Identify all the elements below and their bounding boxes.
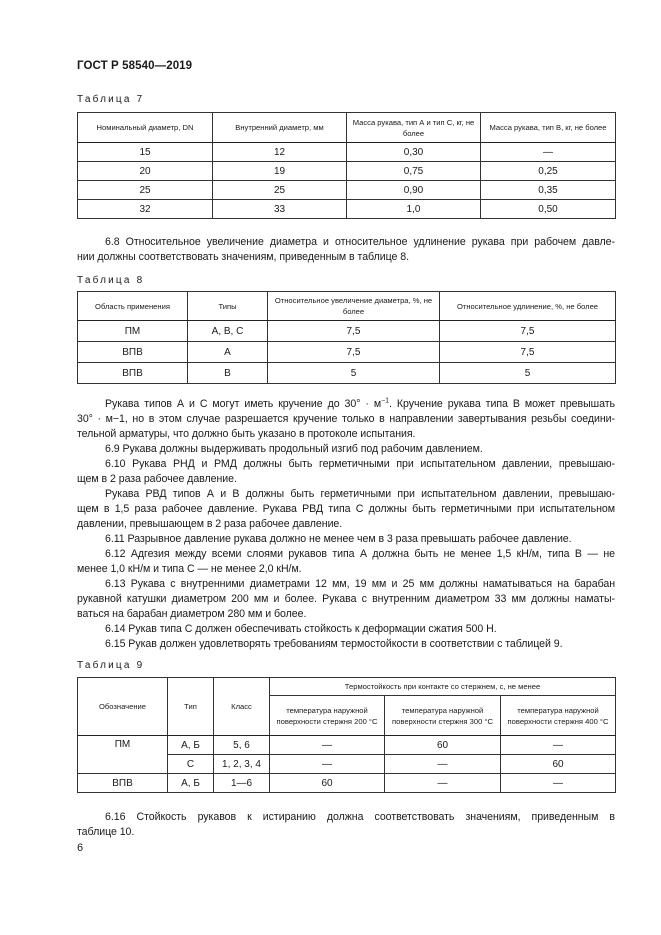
- table9-header-400c: температура наружной поверхности стержня 400 °С: [501, 696, 616, 736]
- table-cell: —: [501, 774, 616, 793]
- table-cell: В: [188, 363, 268, 384]
- table9-header-heat-resistance: Термостойкость при контакте со стержнем, с, не менее: [270, 678, 616, 696]
- paragraph-line: ваться на барабан диаметром 280 мм и более.: [77, 608, 307, 620]
- table-cell: А, В, С: [188, 321, 268, 342]
- table-row: [78, 342, 616, 363]
- table9-header-200c: температура наружной поверхности стержня 200 °С: [270, 696, 385, 736]
- table-cell: —: [481, 143, 616, 162]
- table-cell: ВПВ: [78, 342, 188, 363]
- table7-header-mass-type-a-c: Масса рукава, тип А и тип С, кг, не более: [347, 113, 481, 143]
- table7-header-nominal-diameter: Номинальный диаметр, DN: [78, 113, 213, 143]
- table9: [77, 677, 616, 793]
- table-cell: 0,25: [481, 162, 616, 181]
- body-text: [77, 397, 615, 652]
- table-cell: 60: [270, 774, 385, 793]
- table-cell: 0,35: [481, 181, 616, 200]
- table-cell: —: [501, 736, 616, 755]
- table-cell: 25: [213, 181, 347, 200]
- table-cell: 5: [440, 363, 616, 384]
- table8-header-types: Типы: [188, 292, 268, 321]
- table-cell: 5, 6: [214, 736, 270, 755]
- paragraph-line: рукавной катушки диаметром 200 мм и более. Рукава с внутренним диаметром 33 мм должны наматы-: [77, 593, 615, 605]
- paragraph-line: давлении, превышающем в 2 раза рабочее давление.: [77, 518, 343, 530]
- table-cell: ПМ: [78, 321, 188, 342]
- table-cell: 12: [213, 143, 347, 162]
- table-row: [78, 200, 616, 219]
- paragraph-line: 30° · м−1, но в этом случае разрешается кручение только в направлении завертывания резьбы соедини-: [77, 413, 615, 425]
- table8: [77, 291, 616, 384]
- table-cell: 7,5: [268, 342, 440, 363]
- paragraph-line: менее 1,0 кН/м и типа С — не менее 2,0 кН/м.: [77, 563, 302, 575]
- table-row: [78, 162, 616, 181]
- table-cell: 7,5: [268, 321, 440, 342]
- table-cell: 33: [213, 200, 347, 219]
- paragraph-line: 6.8 Относительное увеличение диаметра и относительное удлинение рукава при рабочем давле-: [105, 236, 615, 248]
- table-cell: 20: [78, 162, 213, 181]
- paragraph-line: 6.9 Рукава должны выдерживать продольный изгиб под рабочим давлением.: [105, 443, 483, 455]
- paragraph-line: нии должны соответствовать значениям, приведенным в таблице 8.: [77, 251, 409, 263]
- table9-caption: Таблица 9: [77, 660, 145, 671]
- table-cell: А: [188, 342, 268, 363]
- table7-caption: Таблица 7: [77, 94, 145, 105]
- table8-header-elongation: Относительное удлинение, %, не более: [440, 292, 616, 321]
- paragraph-line: 6.11 Разрывное давление рукава должно не менее чем в 3 раза превышать рабочее давление.: [105, 533, 572, 545]
- table-cell: ВПВ: [78, 363, 188, 384]
- table-cell: 0,50: [481, 200, 616, 219]
- table7-header-mass-type-b: Масса рукава, тип В, кг, не более: [481, 113, 616, 143]
- table-cell: 25: [78, 181, 213, 200]
- text-run: . Кручение рукава типа В может превышать: [388, 398, 615, 410]
- paragraph-line: щем в 2 раза рабочее давление.: [77, 473, 237, 485]
- table-cell: —: [270, 755, 385, 774]
- table7: [77, 112, 616, 219]
- paragraph-line: 6.10 Рукава РНД и РМД должны быть герметичными при испытательном давлении, превышаю-: [105, 458, 615, 470]
- table-row: [78, 736, 616, 755]
- text-run: Рукава типов А и С могут иметь кручение до 30° · м: [105, 398, 382, 410]
- paragraph-line: таблице 10.: [77, 826, 135, 838]
- paragraph-line: Рукава РВД типов А и В должны быть герметичными при испытательном давлении, превышаю-: [105, 488, 615, 500]
- table-cell: 1, 2, 3, 4: [214, 755, 270, 774]
- page-number: 6: [77, 842, 84, 854]
- document-header: ГОСТ Р 58540—2019: [77, 60, 193, 72]
- paragraph-line: 6.16 Стойкость рукавов к истиранию должна соответствовать значениям, приведенным в: [105, 811, 615, 823]
- table-cell: С: [168, 755, 214, 774]
- table-cell: 19: [213, 162, 347, 181]
- table-cell: 0,75: [347, 162, 481, 181]
- paragraph-line: тельной арматуры, что должно быть указано в протоколе испытания.: [77, 428, 416, 440]
- table-row: [78, 181, 616, 200]
- table8-header-application: Область применения: [78, 292, 188, 321]
- paragraph-line: 6.12 Адгезия между всеми слоями рукавов типа А должна быть не менее 1,5 кН/м, типа В — не: [105, 548, 615, 560]
- table-cell: А, Б: [168, 774, 214, 793]
- paragraph-line: 6.15 Рукав должен удовлетворять требованиям термостойкости в соответствии с таблицей 9.: [105, 638, 563, 650]
- paragraph-line: [77, 397, 615, 412]
- table-cell: 60: [501, 755, 616, 774]
- table-cell: 32: [78, 200, 213, 219]
- paragraph-line: 6.13 Рукава с внутренними диаметрами 12 мм, 19 мм и 25 мм должны наматываться на барабан: [105, 578, 615, 590]
- table-cell: ВПВ: [78, 774, 168, 793]
- table-row: [78, 774, 616, 793]
- table8-caption: Таблица 8: [77, 275, 145, 286]
- table-cell: 15: [78, 143, 213, 162]
- table-cell: 60: [385, 736, 501, 755]
- table9-header-designation: Обозначение: [78, 678, 168, 736]
- superscript: −1: [381, 397, 389, 405]
- table-cell: 0,90: [347, 181, 481, 200]
- paragraph-6-16: [77, 810, 615, 840]
- table9-header-type: Тип: [168, 678, 214, 736]
- paragraph-6-8: [77, 235, 615, 265]
- table8-header-diameter-increase: Относительное увеличение диаметра, %, не более: [268, 292, 440, 321]
- table-cell: —: [270, 736, 385, 755]
- table9-header-300c: температура наружной поверхности стержня 300 °С: [385, 696, 501, 736]
- table7-header-inner-diameter: Внутренний диаметр, мм: [213, 113, 347, 143]
- table-cell: —: [385, 755, 501, 774]
- table-cell: А, Б: [168, 736, 214, 755]
- paragraph-line: щем в 1,5 раза рабочее давление. Рукава РВД типа С должны быть герметичными при испытательном: [77, 503, 615, 515]
- table-cell: —: [385, 774, 501, 793]
- table-cell: 0,30: [347, 143, 481, 162]
- table-cell: 7,5: [440, 342, 616, 363]
- table-row: [78, 363, 616, 384]
- table-cell: ПМ: [78, 736, 168, 774]
- table-row: [78, 321, 616, 342]
- paragraph-line: 6.14 Рукав типа С должен обеспечивать стойкость к деформации сжатия 500 Н.: [105, 623, 497, 635]
- table-cell: 1,0: [347, 200, 481, 219]
- table-cell: 1—6: [214, 774, 270, 793]
- table-row: [78, 143, 616, 162]
- table-cell: 7,5: [440, 321, 616, 342]
- table9-header-class: Класс: [214, 678, 270, 736]
- table-cell: 5: [268, 363, 440, 384]
